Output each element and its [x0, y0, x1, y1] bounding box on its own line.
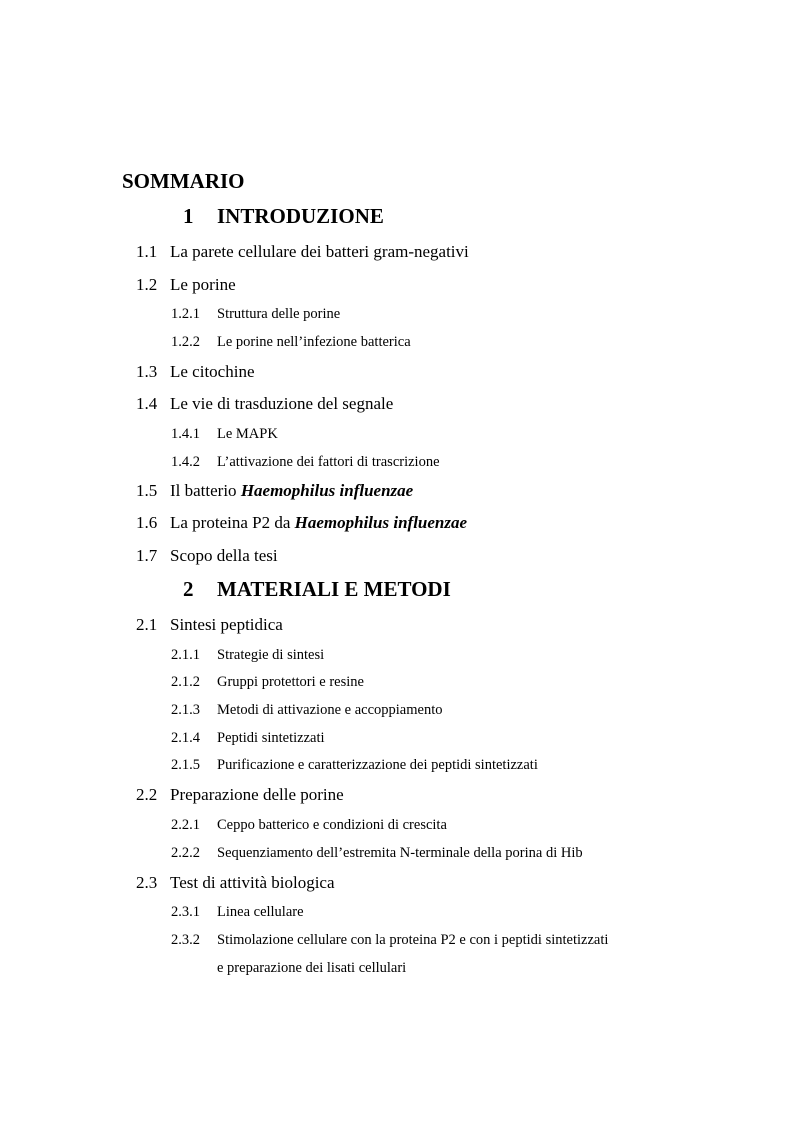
chapter-1-title: INTRODUZIONE — [217, 204, 384, 228]
subsection-number: 2.3.2 — [171, 932, 200, 948]
subsection-title: Stimolazione cellulare con la proteina P2 e con i peptidi sintetizzati — [217, 932, 609, 948]
section-title: Scopo della tesi — [170, 546, 278, 565]
subsection-title: Strategie di sintesi — [217, 647, 325, 663]
section-number: 2.3 — [136, 873, 158, 892]
subsection-number: 2.2.1 — [171, 817, 200, 833]
subsection-number: 1.2.1 — [171, 306, 200, 322]
section-number: 1.3 — [136, 362, 158, 381]
chapter-2-number: 2 — [183, 577, 194, 601]
section-title: Preparazione delle porine — [170, 785, 344, 804]
section-number: 1.4 — [136, 394, 158, 413]
section-title-prefix: La proteina P2 da — [170, 513, 295, 532]
chapter-2-title: MATERIALI E METODI — [217, 577, 451, 601]
page-title: SOMMARIO — [122, 169, 245, 193]
section-title-prefix: Il batterio — [170, 481, 241, 500]
section-title: La parete cellulare dei batteri gram-negativi — [170, 242, 469, 261]
subsection-number: 1.4.1 — [171, 426, 200, 442]
subsection-title: Struttura delle porine — [217, 306, 341, 322]
section-number: 2.2 — [136, 785, 158, 804]
subsection-title: Gruppi protettori e resine — [217, 674, 364, 690]
subsection-number: 2.2.2 — [171, 845, 200, 861]
subsection-number: 1.4.2 — [171, 454, 200, 470]
subsection-number: 2.1.3 — [171, 702, 200, 718]
section-title — [170, 514, 467, 531]
section-number: 1.1 — [136, 242, 158, 261]
subsection-title: Purificazione e caratterizzazione dei peptidi sintetizzati — [217, 757, 538, 773]
subsection-number: 2.1.4 — [171, 730, 200, 746]
organism-name: Haemophilus influenzae — [240, 481, 414, 500]
organism-name: Haemophilus influenzae — [294, 513, 468, 532]
subsection-number: 2.1.5 — [171, 757, 200, 773]
subsection-title-continuation: e preparazione dei lisati cellulari — [217, 960, 407, 976]
section-title: Sintesi peptidica — [170, 615, 283, 634]
section-number: 1.5 — [136, 481, 158, 500]
subsection-title: Le porine nell’infezione batterica — [217, 334, 411, 350]
chapter-1-number: 1 — [183, 204, 194, 228]
subsection-number: 1.2.2 — [171, 334, 200, 350]
section-title: Le citochine — [170, 362, 255, 381]
section-number: 1.7 — [136, 546, 158, 565]
section-number: 2.1 — [136, 615, 158, 634]
section-title — [170, 482, 413, 499]
subsection-title: Peptidi sintetizzati — [217, 730, 325, 746]
subsection-number: 2.3.1 — [171, 904, 200, 920]
section-title: Le porine — [170, 275, 236, 294]
subsection-title: Sequenziamento dell’estremita N-terminale della porina di Hib — [217, 845, 583, 861]
subsection-title: Le MAPK — [217, 426, 278, 442]
subsection-number: 2.1.1 — [171, 647, 200, 663]
subsection-title: Metodi di attivazione e accoppiamento — [217, 702, 443, 718]
section-number: 1.6 — [136, 513, 158, 532]
section-title: Le vie di trasduzione del segnale — [170, 394, 394, 413]
section-title: Test di attività biologica — [170, 873, 335, 892]
subsection-title: Linea cellulare — [217, 904, 304, 920]
section-number: 1.2 — [136, 275, 158, 294]
subsection-number: 2.1.2 — [171, 674, 200, 690]
subsection-title: Ceppo batterico e condizioni di crescita — [217, 817, 447, 833]
subsection-title: L’attivazione dei fattori di trascrizione — [217, 454, 440, 470]
